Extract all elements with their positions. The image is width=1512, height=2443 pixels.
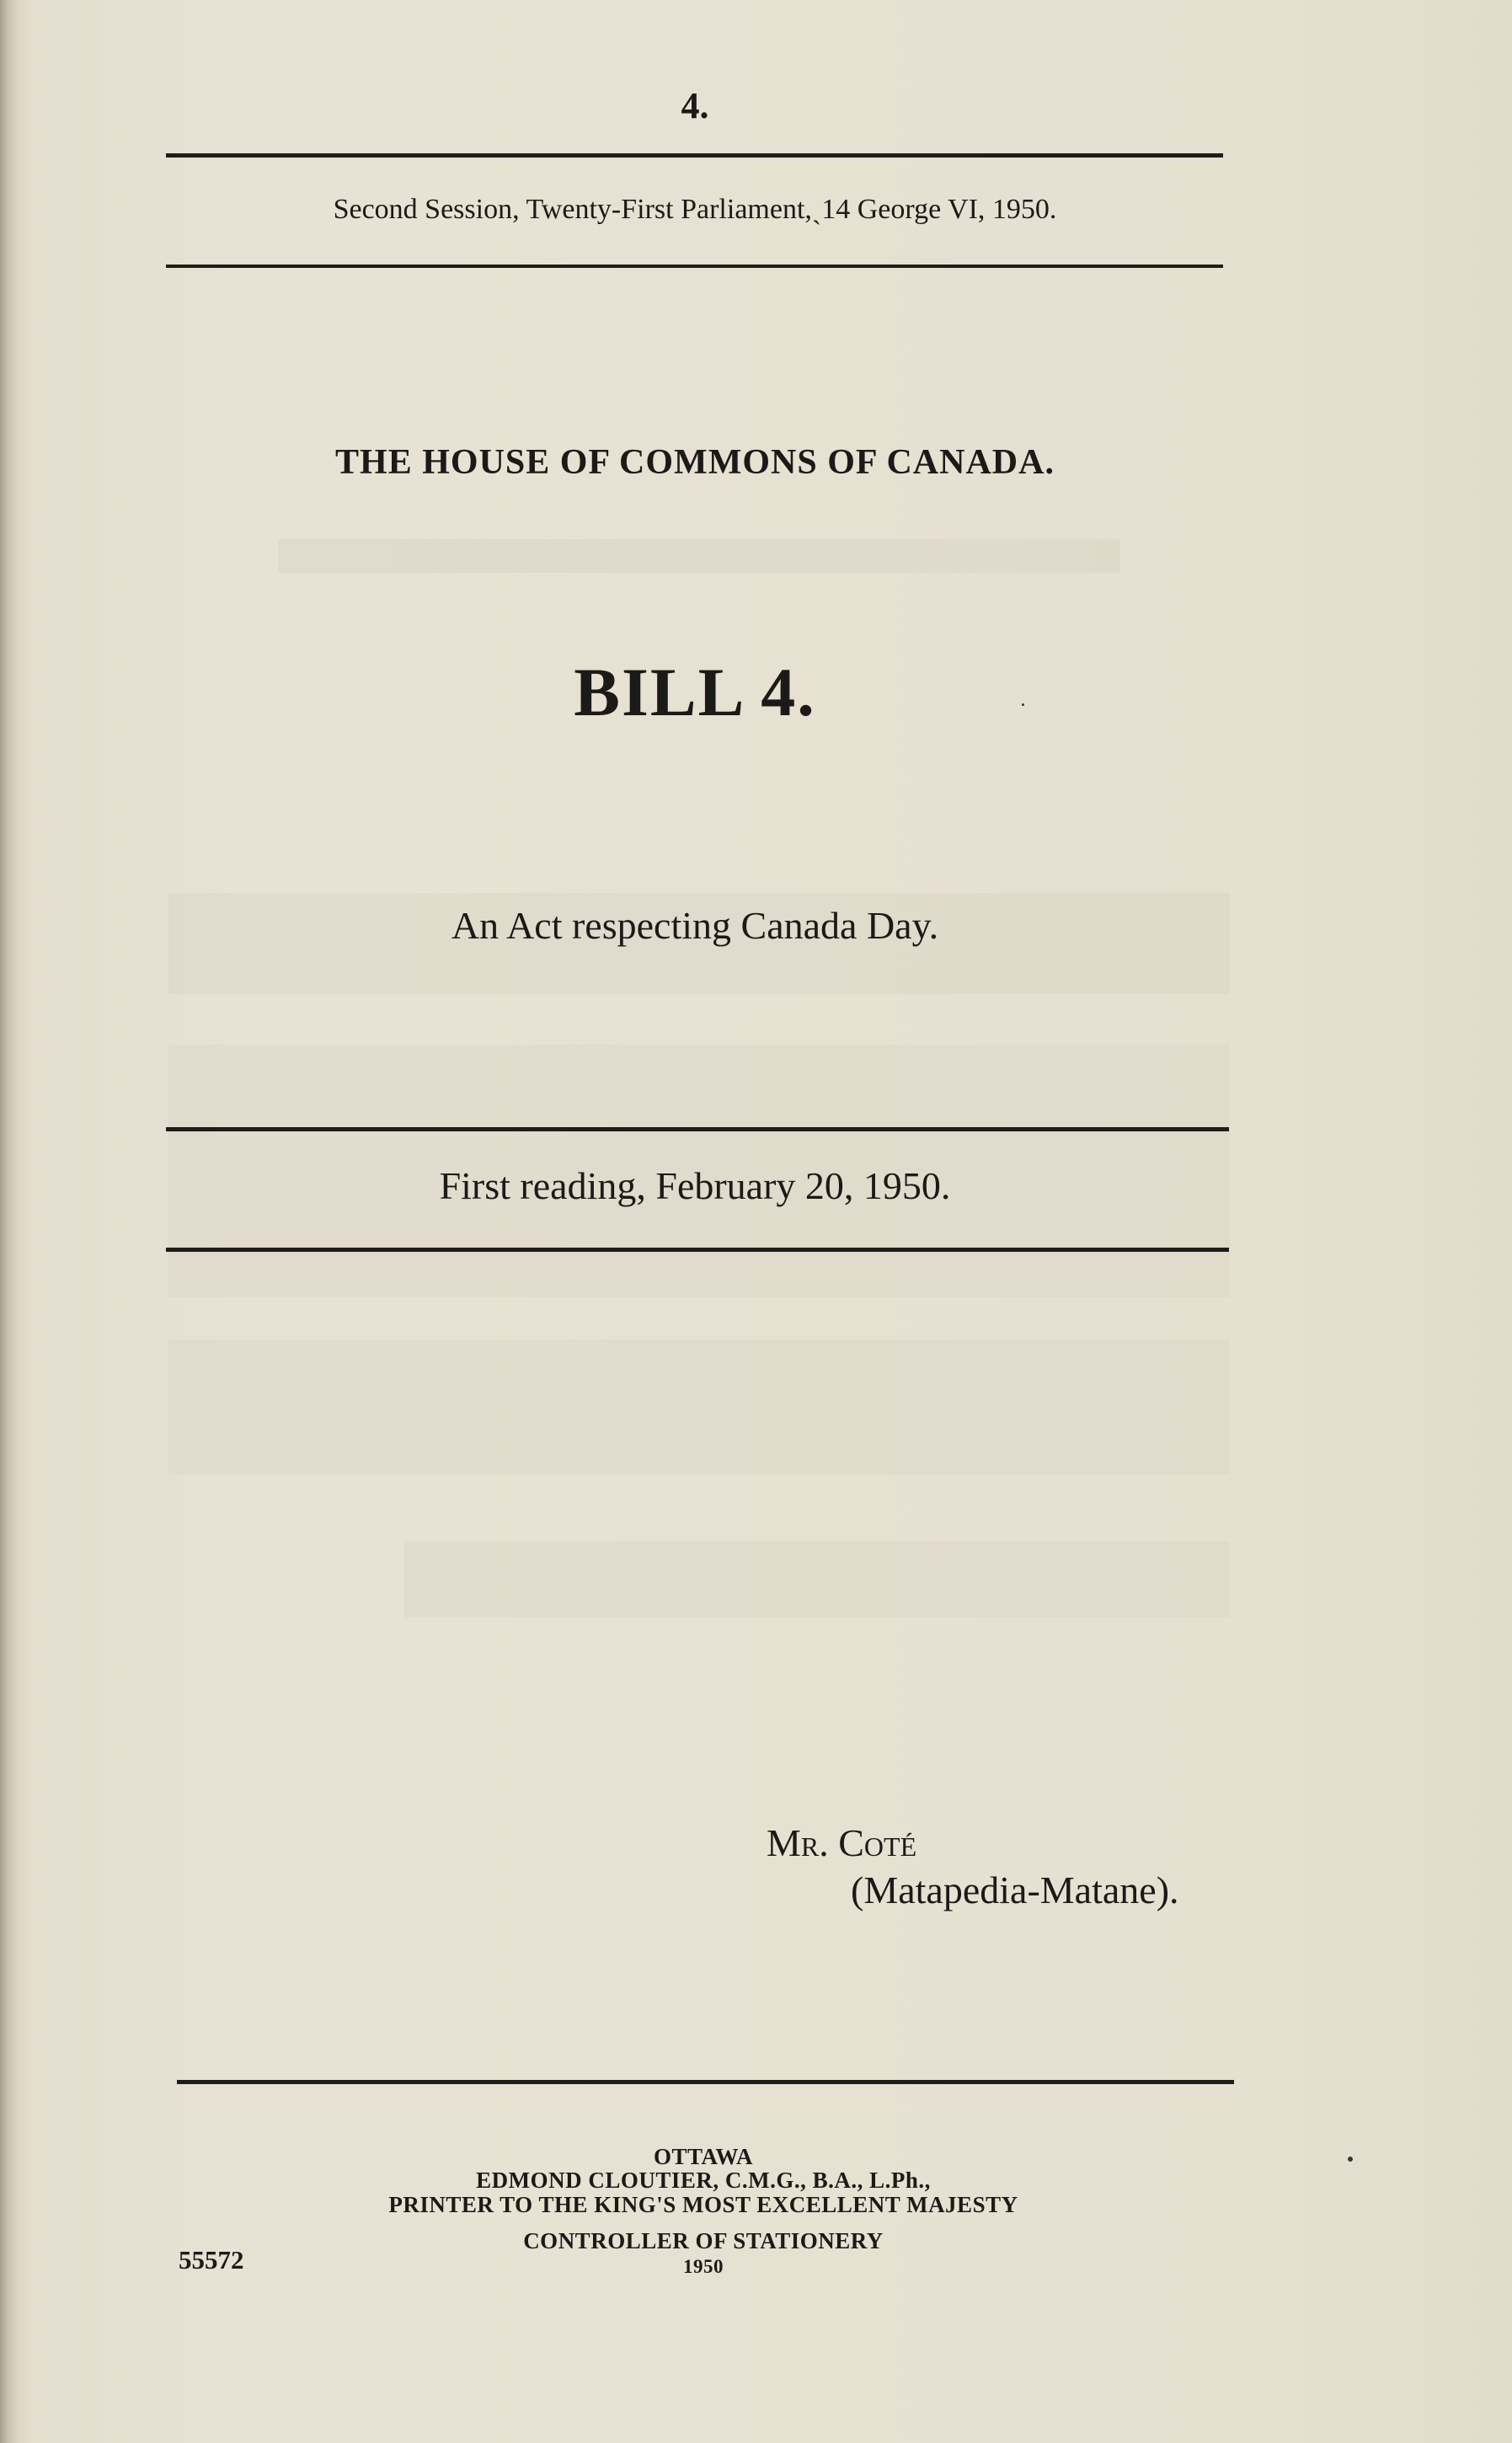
page-number: 4. [681,85,709,126]
session-rule [166,265,1223,268]
binding-edge [0,0,19,2443]
show-through-artifact [278,539,1120,573]
session-line: Second Session, Twenty-First Parliament,ˏ14 George VI, 1950. [333,194,1057,225]
imprint-rule [177,2080,1234,2084]
reading-rule-top [166,1127,1229,1131]
imprint-printer-role: PRINTER TO THE KING'S MOST EXCELLENT MAJESTY [388,2192,1018,2217]
reading-rule-bottom [166,1248,1229,1252]
imprint-printer-name: EDMOND CLOUTIER, C.M.G., B.A., L.Ph., [476,2168,931,2193]
show-through-artifact [404,1542,1230,1617]
imprint-year: 1950 [683,2256,724,2277]
first-reading-line: First reading, February 20, 1950. [439,1164,951,1207]
sponsor-block [767,1820,1179,1914]
paper-speck [1348,2157,1353,2162]
bill-title: BILL 4. [574,654,816,730]
sponsor-riding: (Matapedia-Matane). [851,1868,1179,1911]
imprint-city: OTTAWA [653,2144,754,2169]
paper-speck [1022,703,1024,706]
house-title: THE HOUSE OF COMMONS OF CANADA. [335,443,1055,482]
imprint-controller: CONTROLLER OF STATIONERY [523,2228,884,2253]
catalog-number: 55572 [179,2245,244,2275]
top-rule [166,153,1223,158]
sponsor-name: Mr. Coté [767,1821,917,1864]
bill-subtitle: An Act respecting Canada Day. [451,904,939,947]
show-through-artifact [168,1339,1230,1474]
